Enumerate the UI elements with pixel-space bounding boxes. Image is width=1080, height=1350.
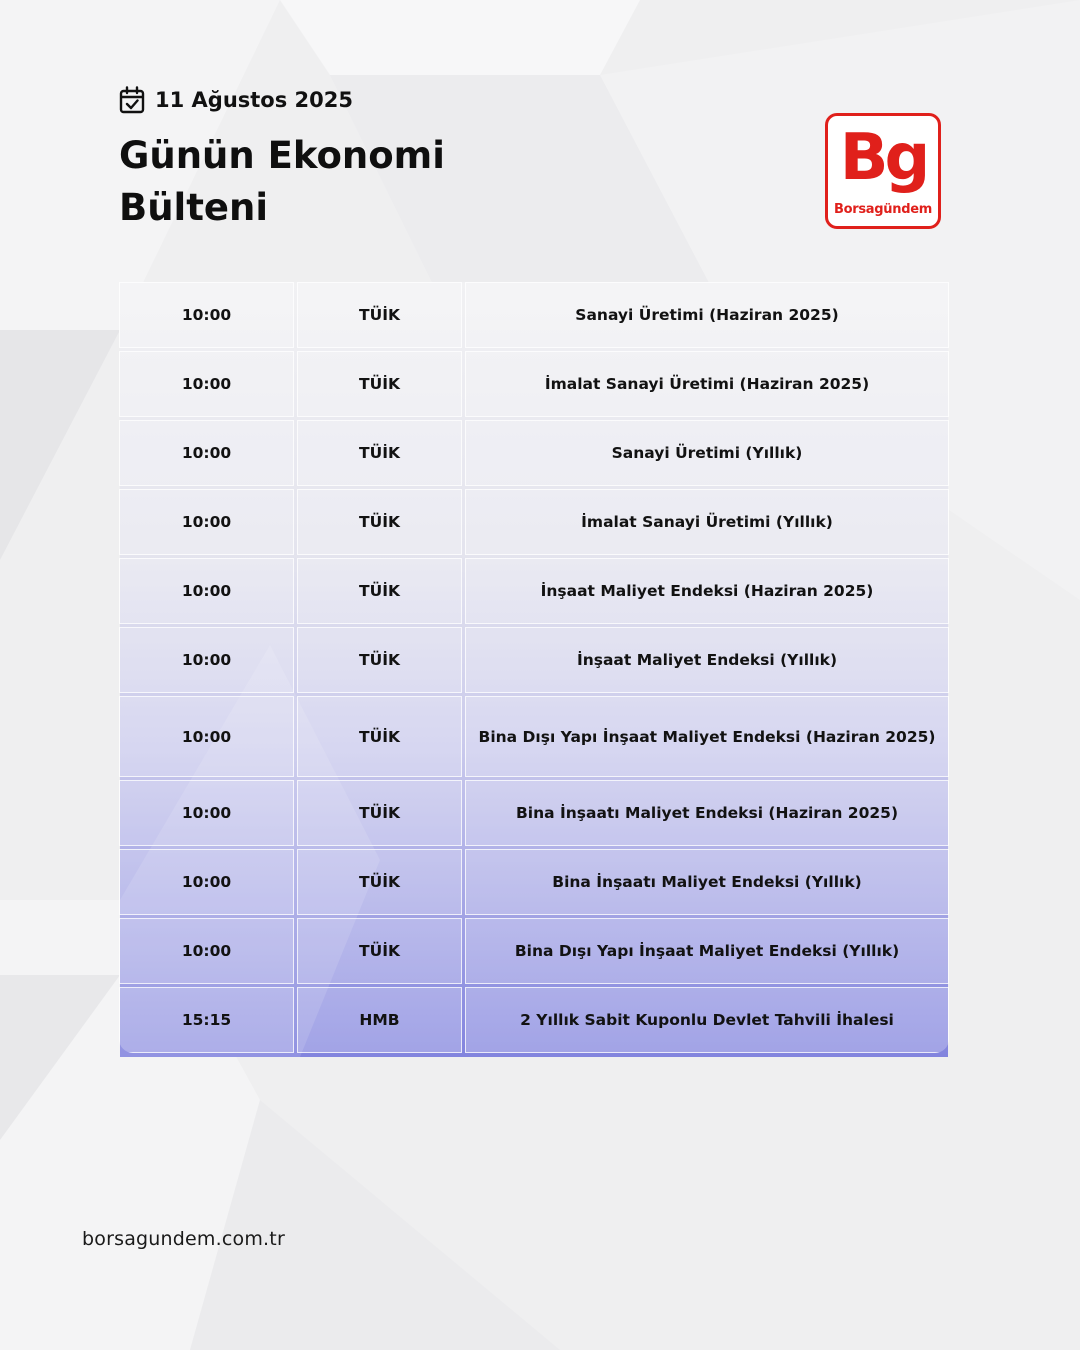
event-source: TÜİK (297, 849, 462, 915)
event-source: TÜİK (297, 420, 462, 486)
brand-logo (825, 113, 941, 229)
event-title: İnşaat Maliyet Endeksi (Yıllık) (465, 627, 949, 693)
event-time: 10:00 (119, 849, 294, 915)
event-source: TÜİK (297, 282, 462, 348)
logo-letters: Bg (839, 121, 927, 195)
event-time: 10:00 (119, 558, 294, 624)
bulletin-date: 11 Ağustos 2025 (155, 88, 353, 112)
event-title: Bina Dışı Yapı İnşaat Maliyet Endeksi (Yıllık) (465, 918, 949, 984)
event-time: 10:00 (119, 282, 294, 348)
event-title: İmalat Sanayi Üretimi (Haziran 2025) (465, 351, 949, 417)
table-row (119, 918, 949, 984)
event-time: 10:00 (119, 420, 294, 486)
event-time: 10:00 (119, 489, 294, 555)
event-time: 10:00 (119, 351, 294, 417)
event-title: İmalat Sanayi Üretimi (Yıllık) (465, 489, 949, 555)
event-source: TÜİK (297, 489, 462, 555)
event-time: 10:00 (119, 918, 294, 984)
table-row (119, 780, 949, 846)
event-time: 10:00 (119, 780, 294, 846)
footer-website[interactable]: borsagundem.com.tr (82, 1228, 285, 1250)
table-row (119, 627, 949, 693)
table-row (119, 420, 949, 486)
title-line-1: Günün Ekonomi (119, 134, 445, 177)
event-source: TÜİK (297, 696, 462, 777)
date-row (119, 86, 353, 114)
table-row (119, 282, 949, 348)
table-row (119, 849, 949, 915)
title-line-2: Bülteni (119, 186, 269, 229)
event-title: Bina Dışı Yapı İnşaat Maliyet Endeksi (Haziran 2025) (465, 696, 949, 777)
event-source: TÜİK (297, 558, 462, 624)
event-title: Bina İnşaatı Maliyet Endeksi (Yıllık) (465, 849, 949, 915)
event-source: TÜİK (297, 627, 462, 693)
event-source: TÜİK (297, 351, 462, 417)
event-title: 2 Yıllık Sabit Kuponlu Devlet Tahvili İhalesi (465, 987, 949, 1053)
event-title: Sanayi Üretimi (Yıllık) (465, 420, 949, 486)
event-time: 10:00 (119, 627, 294, 693)
event-title: Sanayi Üretimi (Haziran 2025) (465, 282, 949, 348)
event-time: 10:00 (119, 696, 294, 777)
event-title: İnşaat Maliyet Endeksi (Haziran 2025) (465, 558, 949, 624)
logo-brand-name: Borsagündem (834, 202, 932, 217)
event-source: TÜİK (297, 780, 462, 846)
table-row (119, 987, 949, 1053)
table-row (119, 558, 949, 624)
calendar-check-icon (119, 86, 145, 114)
table-row (119, 351, 949, 417)
table-row (119, 489, 949, 555)
event-source: TÜİK (297, 918, 462, 984)
economic-calendar-table (119, 282, 949, 1053)
event-title: Bina İnşaatı Maliyet Endeksi (Haziran 2025) (465, 780, 949, 846)
page-title (119, 130, 539, 234)
table-row (119, 696, 949, 777)
event-time: 15:15 (119, 987, 294, 1053)
event-source: HMB (297, 987, 462, 1053)
